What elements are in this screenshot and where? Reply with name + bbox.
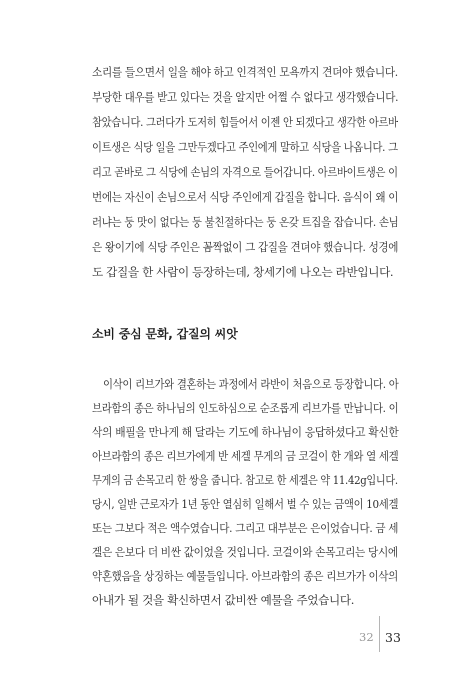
page-number-divider xyxy=(379,616,380,652)
text-line: 참았습니다. 그러다가 도저히 힘들어서 이젠 안 되겠다고 생각한 아르바 xyxy=(92,115,398,129)
text-line: 당시, 일반 근로자가 1년 동안 열심히 일해서 벌 수 있는 금액이 10세겔 xyxy=(92,497,399,511)
text-line: 약혼했음을 상징하는 예물들입니다. 아브라함의 종은 리브가가 이삭의 xyxy=(92,569,398,583)
text-line: 겔은 은보다 더 비싼 값이었을 것입니다. 코걸이와 손목고리는 당시에 xyxy=(92,545,398,559)
text-line: 이트생은 식당 일을 그만두겠다고 주인에게 말하고 식당을 나옵니다. 그 xyxy=(92,140,398,154)
text-line: 아내가 될 것을 확신하면서 값비싼 예물을 주었습니다. xyxy=(92,593,355,607)
page-number-right: 33 xyxy=(385,630,401,645)
text-line: 또는 그보다 적은 액수였습니다. 그리고 대부분은 은이었습니다. 금 세 xyxy=(92,521,399,535)
page-number-left: 32 xyxy=(359,630,374,644)
text-line: 브라함의 종은 하나님의 인도하심으로 순조롭게 리브가를 만납니다. 이 xyxy=(92,401,399,415)
text-line: 번에는 자신이 손님으로서 식당 주인에게 갑질을 합니다. 음식이 왜 이 xyxy=(92,190,399,204)
text-line: 러냐는 둥 맛이 없다는 둥 불친절하다는 둥 온갖 트집을 잡습니다. 손님 xyxy=(92,215,399,229)
text-line: 부당한 대우를 받고 있다는 것을 알지만 어쩔 수 없다고 생각했습니다. xyxy=(92,90,399,104)
text-line: 삭의 배필을 만나게 해 달라는 기도에 하나님이 응답하셨다고 확신한 xyxy=(92,425,399,439)
section-heading: 소비 중심 문화, 갑질의 씨앗 xyxy=(92,327,238,341)
text-line: 무게의 금 손목고리 한 쌍을 줍니다. 참고로 한 세겔은 약 11.42g입니다. xyxy=(92,473,398,487)
text-line: 도 갑질을 한 사람이 등장하는데, 창세기에 나오는 라반입니다. xyxy=(92,265,394,279)
text-line: 은 왕이기에 식당 주인은 꼼짝없이 그 갑질을 견뎌야 했습니다. 성경에 xyxy=(92,240,399,254)
text-line: 소리를 들으면서 일을 해야 하고 인격적인 모욕까지 견뎌야 했습니다. xyxy=(92,65,398,79)
text-line: 아브라함의 종은 리브가에게 반 세겔 무게의 금 코걸이 한 개와 열 세겔 xyxy=(92,449,399,463)
text-line: 이삭이 리브가와 결혼하는 과정에서 라반이 처음으로 등장합니다. 아 xyxy=(103,377,399,391)
text-line: 리고 곧바로 그 식당에 손님의 자격으로 들어갑니다. 아르바이트생은 이 xyxy=(92,165,398,179)
